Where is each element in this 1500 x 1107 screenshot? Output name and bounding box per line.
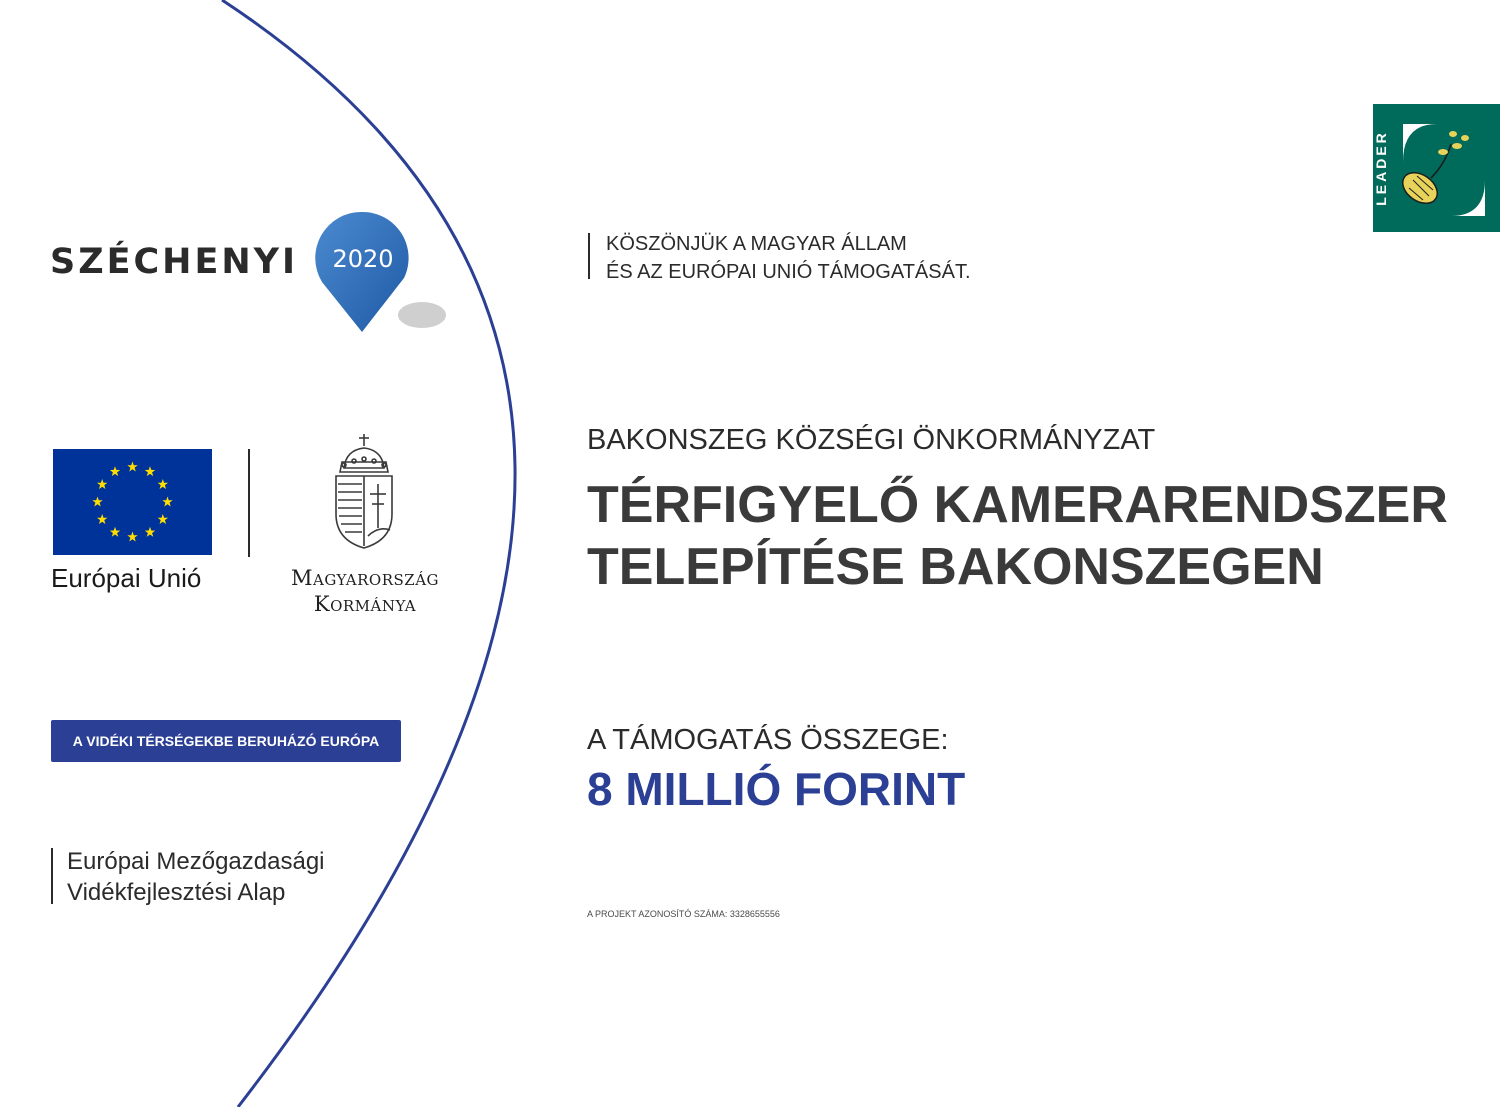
coat-of-arms-icon: [332, 432, 396, 550]
fund-line-1: Európai Mezőgazdasági: [67, 848, 325, 875]
szechenyi-year: 2020: [332, 245, 394, 273]
svg-text:LEADER: LEADER: [1373, 130, 1389, 206]
leader-logo-icon: [1373, 104, 1500, 232]
government-line-2: Kormánya: [313, 592, 417, 616]
project-title-line-1: TÉRFIGYELŐ KAMERARENDSZER: [587, 476, 1448, 534]
eu-flag-icon: [53, 449, 212, 555]
fund-divider: [51, 848, 53, 904]
government-line-1: Magyarország: [290, 566, 440, 590]
rural-europe-banner: A VIDÉKI TÉRSÉGEKBE BERUHÁZÓ EURÓPA: [51, 720, 401, 762]
map-pin-icon: [312, 212, 452, 342]
fund-name: [67, 846, 325, 908]
thanks-divider: [588, 233, 590, 279]
thanks-line-1: KÖSZÖNJÜK A MAGYAR ÁLLAM: [606, 233, 907, 255]
beneficiary-name: BAKONSZEG KÖZSÉGI ÖNKORMÁNYZAT: [587, 424, 1156, 456]
support-amount: 8 MILLIÓ FORINT: [587, 763, 966, 815]
project-id: A PROJEKT AZONOSÍTÓ SZÁMA: 3328655556: [587, 909, 780, 919]
eu-label: Európai Unió: [51, 563, 202, 593]
szechenyi-2020-logo: [50, 212, 410, 342]
thanks-text: [606, 230, 971, 286]
thanks-line-2: ÉS AZ EURÓPAI UNIÓ TÁMOGATÁSÁT.: [606, 261, 971, 283]
project-title-line-2: TELEPÍTÉSE BAKONSZEGEN: [587, 538, 1324, 596]
support-label: A TÁMOGATÁS ÖSSZEGE:: [587, 724, 949, 756]
fund-line-2: Vidékfejlesztési Alap: [67, 879, 286, 906]
logo-divider: [248, 449, 250, 557]
szechenyi-word: SZÉCHENYI: [50, 242, 299, 282]
government-name: [262, 565, 468, 617]
project-title: [587, 474, 1448, 598]
